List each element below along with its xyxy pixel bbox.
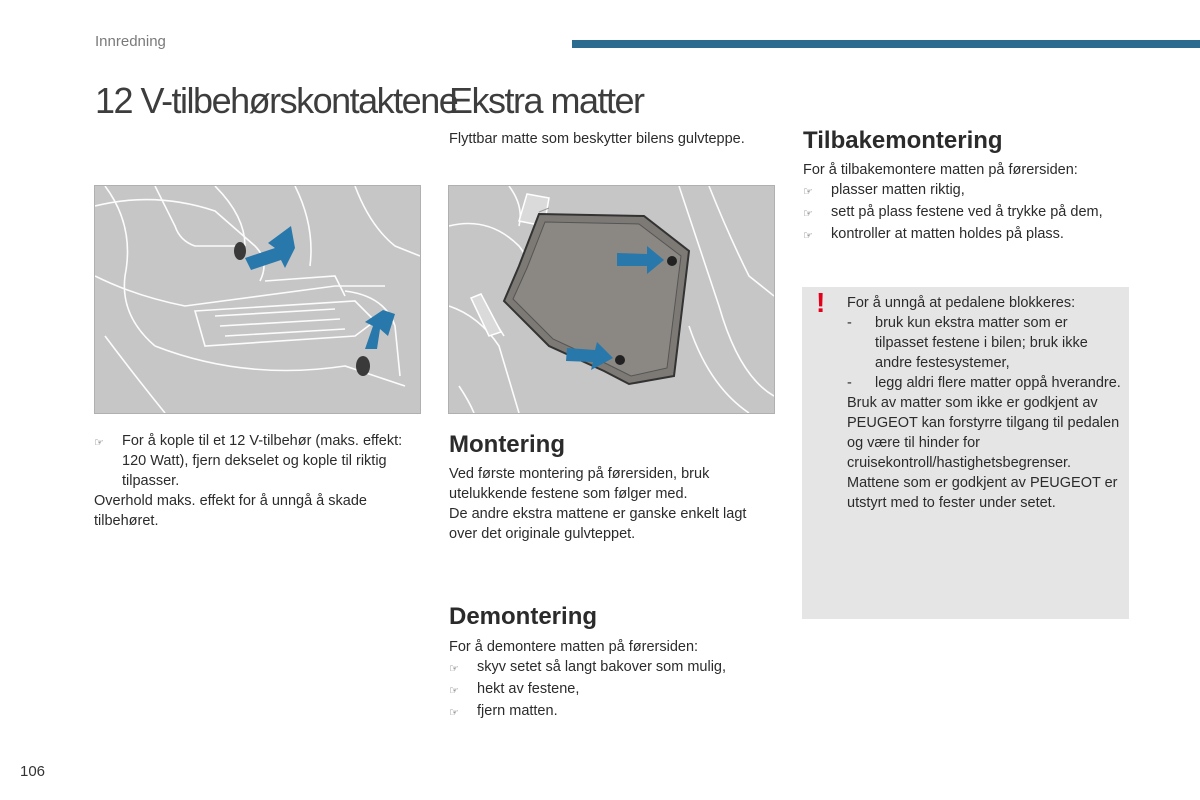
montering-line-1: Ved første montering på førersiden, bruk utelukkende festene som følger med.	[449, 466, 710, 502]
dash-marker: -	[847, 375, 852, 391]
power-note: Overhold maks. effekt for å unngå å skade tilbehøret.	[94, 493, 367, 529]
warning-content	[847, 293, 1122, 513]
console-drawing	[95, 186, 420, 413]
demontering-step: skyv setet så langt bakover som mulig,	[477, 659, 727, 675]
list-item	[847, 313, 1122, 373]
list-item	[847, 373, 1122, 393]
pointing-hand-icon: ☞	[449, 685, 459, 697]
list-item	[803, 180, 1148, 202]
pointing-hand-icon: ☞	[803, 230, 813, 242]
list-item	[803, 224, 1148, 246]
tilbakemontering-step: sett på plass festene ved å trykke på dem,	[831, 204, 1103, 220]
page-number: 106	[20, 763, 46, 780]
tilbakemontering-heading: Tilbakemontering	[803, 127, 1003, 154]
left-text-block	[94, 431, 424, 531]
tilbakemontering-step: plasser matten riktig,	[831, 182, 965, 198]
pointing-hand-icon: ☞	[803, 208, 813, 220]
montering-text	[449, 464, 777, 544]
demontering-step: fjern matten.	[477, 703, 558, 719]
console-sockets-illustration	[94, 185, 421, 414]
floor-mat-drawing	[449, 186, 774, 413]
demontering-text	[449, 637, 779, 723]
warning-item: legg aldri flere matter oppå hverandre.	[875, 375, 1121, 391]
warning-panel	[802, 287, 1129, 619]
warning-exclamation-icon: !	[816, 287, 826, 318]
warning-paragraph: Bruk av matter som ikke er godkjent av PEUGEOT kan forstyrre tilgang til pedalen og være til hinder for cruisekontroll/hastighetsbegrenser. Mattene som er godkjent av PEUGEOT er utstyrt med to fester under setet.	[847, 395, 1120, 511]
connect-instruction: For å kople til et 12 V-tilbehør (maks. effekt: 120 Watt), fjern dekselet og kople til riktig tilpasser.	[122, 433, 403, 489]
tilbakemontering-intro: For å tilbakemontere matten på førersiden:	[803, 162, 1078, 178]
demontering-step: hekt av festene,	[477, 681, 580, 697]
demontering-heading: Demontering	[449, 603, 598, 630]
floor-mat-illustration	[448, 185, 775, 414]
header-accent-bar	[572, 40, 1200, 48]
list-item	[449, 657, 779, 679]
tilbakemontering-step: kontroller at matten holdes på plass.	[831, 226, 1064, 242]
list-item	[803, 202, 1148, 224]
pointing-hand-icon: ☞	[803, 186, 813, 198]
mats-intro: Flyttbar matte som beskytter bilens gulvteppe.	[449, 131, 745, 147]
list-item	[449, 701, 779, 723]
pointing-hand-icon: ☞	[449, 707, 459, 719]
demontering-intro: For å demontere matten på førersiden:	[449, 639, 699, 655]
tilbakemontering-text	[803, 160, 1148, 246]
warning-item: bruk kun ekstra matter som er tilpasset festene i bilen; bruk ikke andre festesystemer,	[875, 315, 1088, 371]
montering-line-2: De andre ekstra mattene er ganske enkelt lagt over det originale gulvteppet.	[449, 506, 747, 542]
title-extra-mats: Ekstra matter	[449, 80, 644, 121]
list-item	[449, 679, 779, 701]
pointing-hand-icon: ☞	[94, 437, 104, 449]
list-item	[94, 431, 424, 491]
warning-intro: For å unngå at pedalene blokkeres:	[847, 295, 1076, 311]
section-label: Innredning	[95, 33, 166, 50]
dash-marker: -	[847, 315, 852, 331]
montering-heading: Montering	[449, 431, 565, 458]
title-12v-sockets: 12 V-tilbehørskontaktene	[95, 80, 458, 121]
pointing-hand-icon: ☞	[449, 663, 459, 675]
